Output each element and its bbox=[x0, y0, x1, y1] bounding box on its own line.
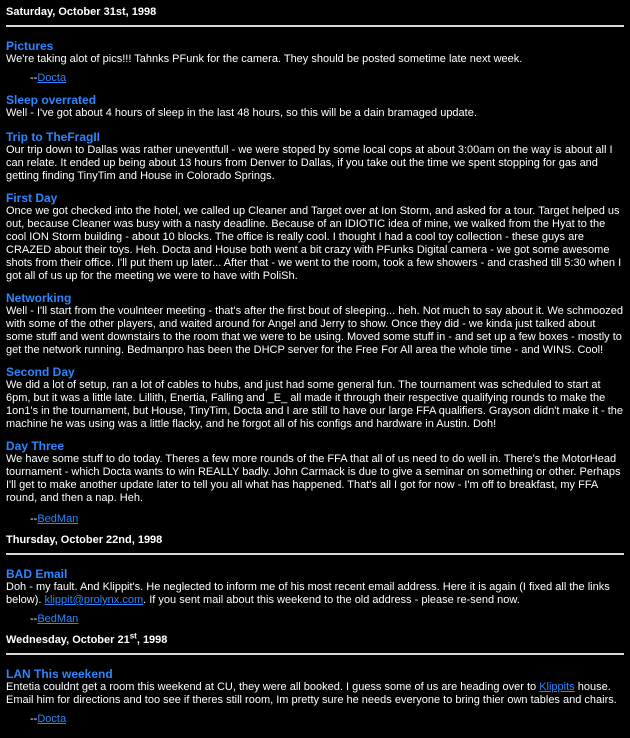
post-body bbox=[6, 681, 624, 707]
post-title: Pictures bbox=[6, 39, 54, 53]
signature bbox=[30, 613, 624, 626]
post-body: We're taking alot of pics!!! Tahnks PFunk for the camera. They should be posted sometime late next week. bbox=[6, 53, 523, 65]
post-body: We have some stuff to do today. Theres a few more rounds of the FFA that all of us need to do well in. There's the MotorHead tournament - which Docta wants to win REALLY badly. John Carmack is due to give a seminar on something or other. Perhaps I'll get to make another update later to tell you all what has happened. That's all I got for now - I'm off to breakfast, my FFA round, and then a nap. Heh. bbox=[6, 453, 621, 504]
signature bbox=[30, 72, 624, 85]
post-text: Doh - my fault. And Klippit's. He neglected to inform me of his most recent email address. Here it is again (I fixed all the links below). bbox=[6, 581, 610, 606]
author-link-bedman[interactable]: BedMan bbox=[37, 613, 79, 625]
post-title: Networking bbox=[6, 291, 72, 305]
post-body: Well - I've got about 4 hours of sleep in the last 48 hours, so this will be a dain bramaged update. bbox=[6, 107, 477, 119]
signature-prefix: -- bbox=[30, 613, 38, 625]
news-post-bad-email bbox=[6, 567, 624, 607]
date-heading: Saturday, October 31st, 1998 bbox=[6, 6, 157, 18]
author-link-docta[interactable]: Docta bbox=[37, 72, 67, 84]
news-post-second-day bbox=[6, 365, 624, 431]
author-link-bedman[interactable]: BedMan bbox=[37, 513, 79, 525]
news-post-sleep bbox=[6, 93, 624, 120]
date-text: Wednesday, October 21 bbox=[6, 634, 130, 646]
post-title: Second Day bbox=[6, 365, 75, 379]
news-post-lan bbox=[6, 667, 624, 707]
post-title: Trip to TheFragII bbox=[6, 130, 101, 144]
post-body: Once we got checked into the hotel, we called up Cleaner and Target over at Ion Storm, and asked for a tour. Target helped us out, because Cleaner was busy with a nasty deadline. Because of an IDIOTIC idea of mine, we walked from the Hyat to the cool ION Storm building - about 10 blocks. The office is really cool. I thought I had a cool toy collection - these guys are CRAZED about their toys. Heh. Docta and House both went a bit crazy with PFunks Digital camera - we got some awesome shots from their office. I'll put them up later... After that - we went to the room, took a few showers - and crashed till 5:30 when I got all of us up for the meeting we were to have with PoliSh. bbox=[6, 205, 622, 282]
post-title: Day Three bbox=[6, 439, 65, 453]
post-body: Well - I'll start from the voulnteer meeting - that's after the first bout of sleeping... heh. Not much to say about it. We schmoozed with some of the other players, and waited around for Angel and Jerry to show. Once they did - we kinda just talked about some stuff and went downstairs to the room that we were to be using. Moved some stuff in - and set up a few boxes - mostly to get the network running. Bedmanpro has been the DHCP server for the Free For All area the whole time - and WINS. Cool! bbox=[6, 305, 624, 356]
news-post-pictures bbox=[6, 39, 624, 66]
news-post-networking bbox=[6, 291, 624, 357]
divider bbox=[6, 553, 624, 555]
post-text: house. Email him for directions and too see if theres still room, Im pretty sure he needs everyone to bring thier own tables and chairs. bbox=[6, 681, 617, 706]
post-text: . If you sent mail about this weekend to the old address - please re-send now. bbox=[143, 594, 520, 606]
news-post-day-three bbox=[6, 439, 624, 505]
date-heading: Thursday, October 22nd, 1998 bbox=[6, 534, 163, 546]
signature-prefix: -- bbox=[30, 72, 38, 84]
divider bbox=[6, 653, 624, 655]
post-title: Sleep overrated bbox=[6, 93, 97, 107]
news-post-trip bbox=[6, 130, 624, 183]
signature-prefix: -- bbox=[30, 513, 38, 525]
post-text: Entetia couldnt get a room this weekend at CU, they were all booked. I guess some of us are heading over to bbox=[6, 681, 540, 693]
signature bbox=[30, 713, 624, 726]
author-link-docta[interactable]: Docta bbox=[37, 713, 67, 725]
post-title: First Day bbox=[6, 191, 58, 205]
email-link-klippit[interactable]: klippit@prolynx.com bbox=[44, 594, 144, 606]
post-body: We did a lot of setup, ran a lot of cables to hubs, and just had some general fun. The tournament was scheduled to start at 6pm, but it was a little late. Lillith, Enertia, Falling and _E_ all made it through their respective qualifying rounds to make the 1on1's in the tournament, but House, TinyTim, Docta and I are still to have our large FFA qualifiers. Grayson didn't make it - the machine he was using was a little flacky, and he forgot all of his configs and hardware in Austin. Doh! bbox=[6, 379, 624, 430]
news-post-first-day bbox=[6, 191, 624, 283]
post-title: BAD Email bbox=[6, 567, 68, 581]
post-title: LAN This weekend bbox=[6, 667, 113, 681]
divider bbox=[6, 25, 624, 27]
date-heading bbox=[6, 631, 624, 647]
post-body: Our trip down to Dallas was rather uneventfull - we were stoped by some local cops at about 3:00am on the way is about all I can relate. It ended up being about 13 hours from Denver to Dallas, if you take out the time we spent stopping for gas and getting finding TinyTim and House in Colorado Springs. bbox=[6, 144, 613, 182]
signature bbox=[30, 513, 624, 526]
post-body bbox=[6, 581, 624, 607]
date-year: , 1998 bbox=[136, 634, 168, 646]
date-ordinal: st bbox=[129, 631, 137, 641]
link-klippits[interactable]: Klippits bbox=[539, 681, 575, 693]
signature-prefix: -- bbox=[30, 713, 38, 725]
